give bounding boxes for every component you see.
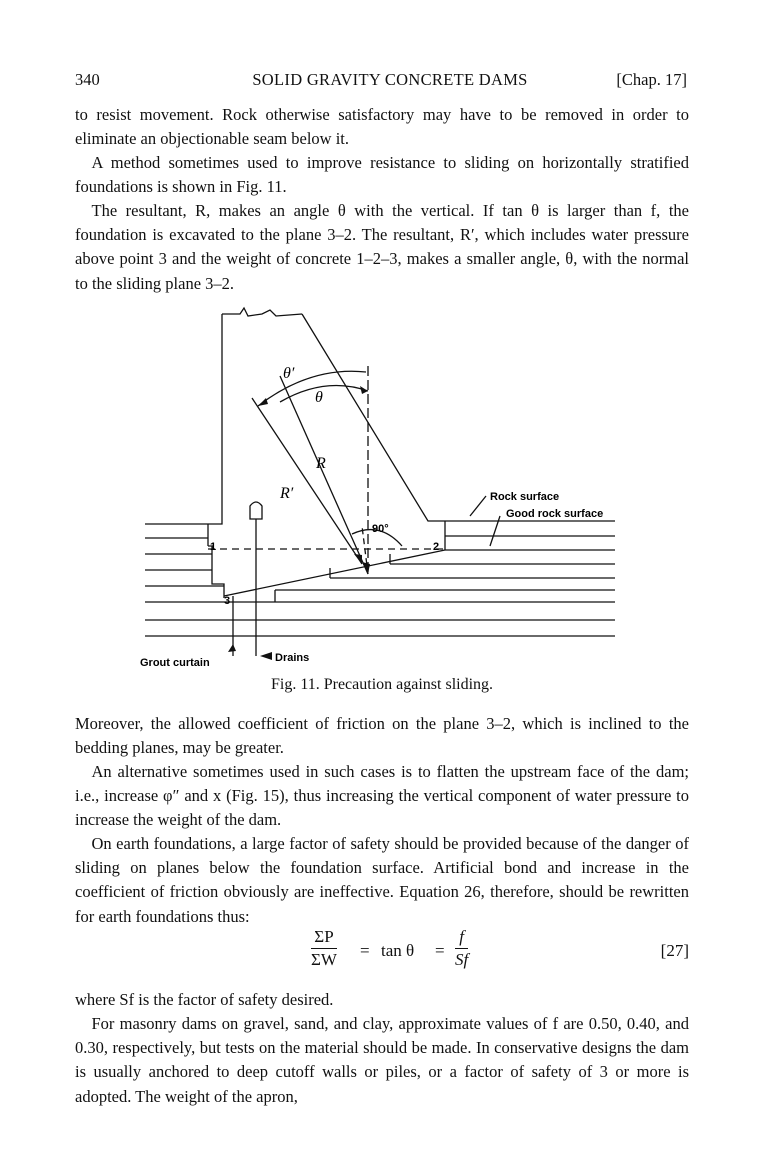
chapter-label: [Chap. 17] — [616, 70, 687, 89]
figure-11 — [140, 306, 620, 668]
tan-theta: tan θ — [381, 941, 415, 960]
numerator-sum-p: ΣP — [311, 926, 337, 949]
dam-crest — [222, 308, 302, 316]
equation-27 — [75, 926, 689, 982]
arrowhead-drains — [260, 652, 272, 660]
label-point-2: 2 — [433, 541, 440, 553]
rock-surface-leader — [470, 496, 486, 516]
resultant-R-line — [280, 376, 368, 574]
paragraph-5: An alternative sometimes used in such cases is to flatten the upstream face of the dam; i.e., increase φ″ and x (Fig. 15), thus increasing the vertical component of water pressure to increase the weight of the dam. — [75, 762, 689, 830]
page-number: 340 — [75, 70, 100, 89]
equals-sign: = — [360, 941, 370, 960]
paragraph-7: where Sf is the factor of safety desired. — [75, 990, 334, 1009]
fraction-sum-p-over-sum-w — [311, 926, 337, 971]
label-good-rock-surface: Good rock surface — [506, 508, 604, 520]
equation-number: [27] — [660, 941, 689, 960]
paragraph-3: The resultant, R, makes an angle θ with the vertical. If tan θ is larger than f, the foundation is excavated to the plane 3–2. The resultant, R′, which includes water pressure above point 3 and the weight of concrete 1–2–3, makes a smaller angle, θ, with the normal to the sliding plane 3–2. — [75, 201, 689, 293]
sliding-plane-3-2 — [224, 550, 445, 596]
paragraph-8: For masonry dams on gravel, sand, and clay, approximate values of f are 0.50, 0.40, and 0.30, respectively, but tests on the material should be made. In conservative designs the dam is usually anchored to deep cutoff walls or piles, or a factor of safety of 3 or more is adopted. The weight of the apron, — [75, 1014, 689, 1106]
label-grout-curtain: Grout curtain — [140, 657, 210, 668]
dam-upstream-face — [208, 314, 222, 524]
paragraph-6: On earth foundations, a large factor of safety should be provided because of the danger of sliding on planes below the foundation surface. Artificial bond and increase in the coefficient of friction obviously are ineffective. Equation 26, therefore, should be rewritten for earth foundations thus: — [75, 834, 689, 926]
label-rock-surface: Rock surface — [490, 491, 560, 503]
label-point-1: 1 — [210, 541, 217, 553]
label-theta: θ — [315, 389, 323, 406]
equals-sign: = — [435, 941, 445, 960]
paragraph-2: A method sometimes used to improve resistance to sliding on horizontally stratified foundations is shown in Fig. 11. — [75, 153, 689, 197]
running-header — [75, 70, 687, 92]
label-90-degrees: 90° — [372, 523, 389, 535]
denominator-sum-w: ΣW — [311, 950, 337, 969]
label-drains: Drains — [275, 652, 310, 664]
label-R: R — [316, 455, 326, 472]
figure-caption: Fig. 11. Precaution against sliding. — [270, 676, 494, 693]
label-theta-prime: θ′ — [283, 365, 295, 382]
running-title: SOLID GRAVITY CONCRETE DAMS — [252, 70, 528, 89]
resultant-R-prime-line — [252, 398, 362, 564]
arrowhead-R — [362, 562, 370, 574]
paragraph-1: to resist movement. Rock otherwise satisfactory may have to be removed in order to eliminate an objectionable seam below it. — [75, 105, 689, 149]
denominator-sf: Sf — [455, 950, 469, 969]
arrowhead-grout — [228, 644, 236, 652]
paragraph-4: Moreover, the allowed coefficient of friction on the plane 3–2, which is inclined to the bedding planes, may be greater. — [75, 714, 689, 758]
drain-pipe — [250, 502, 262, 519]
fraction-f-over-sf — [455, 926, 468, 971]
label-point-3: 3 — [224, 595, 231, 607]
numerator-f: f — [455, 926, 468, 949]
dam-downstream-face — [302, 314, 445, 521]
dam-sliding-diagram — [140, 306, 620, 668]
label-R-prime: R′ — [280, 485, 294, 502]
